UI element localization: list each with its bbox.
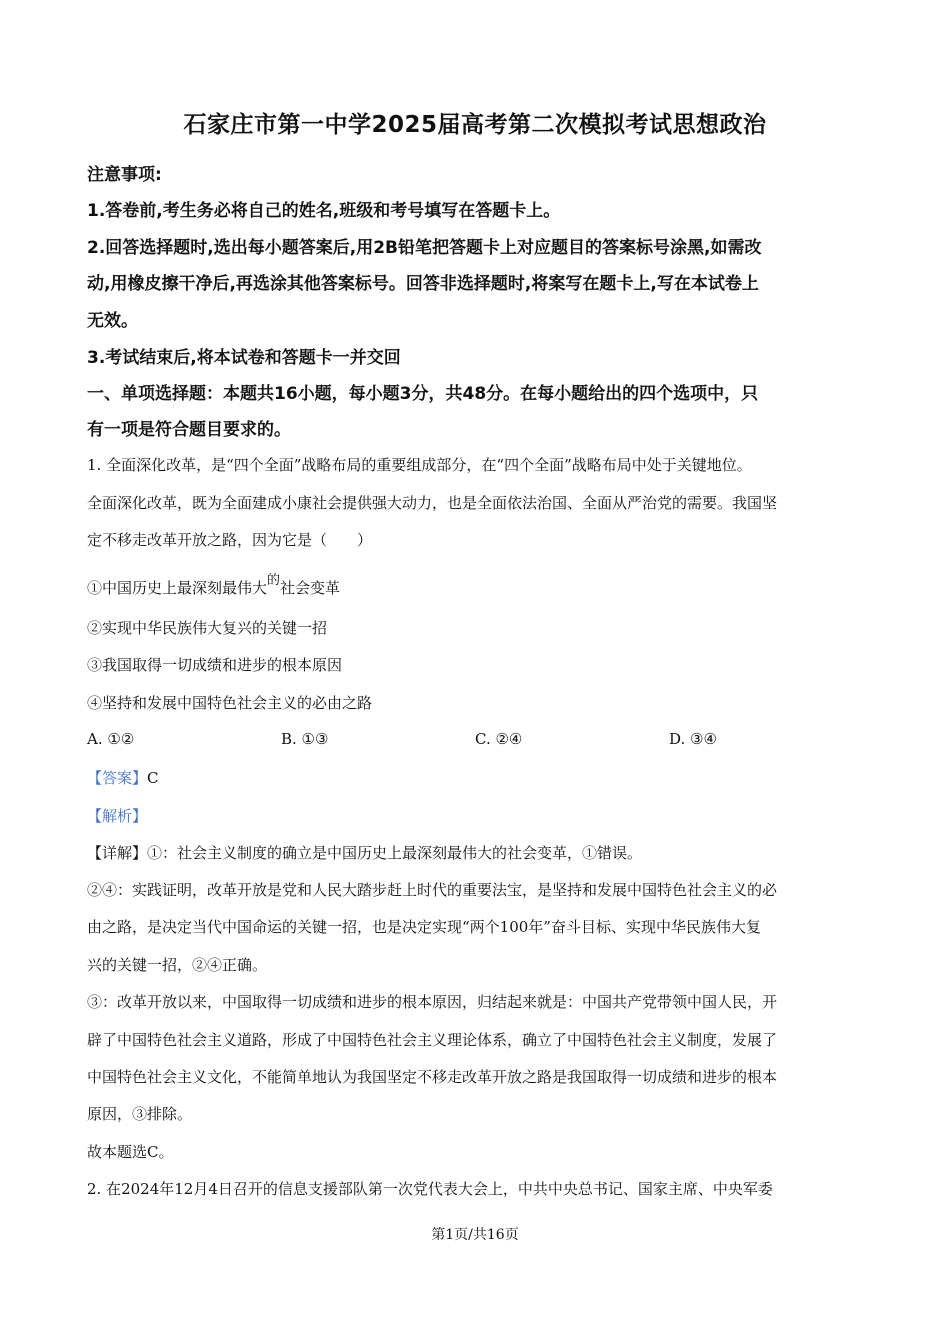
item-text: ①中国历史上最深刻最伟大 [87,579,268,597]
question-1-stem: 定不移走改革开放之路，因为它是（ ） [87,531,373,549]
section-heading: 有一项是符合题目要求的。 [87,420,291,440]
detail-line [87,842,642,863]
detail-line: ②④：实践证明，改革开放是党和人民大踏步赶上时代的重要法宝，是坚持和发展中国特色社会主义的必 [87,881,778,899]
question-1-item [87,573,341,598]
item-superscript: 的 [267,573,281,588]
detail-line: 中国特色社会主义文化，不能简单地认为我国坚定不移走改革开放之路是我国取得一切成绩和进步的根本 [87,1068,778,1086]
option-d: D. ③④ [669,730,717,748]
analysis-tag: 【解析】 [87,807,148,825]
detail-line: ③：改革开放以来，中国取得一切成绩和进步的根本原因，归结起来就是：中国共产党带领中国人民，开 [87,993,778,1011]
notice-heading: 注意事项: [87,165,162,185]
page-title: 石家庄市第一中学2025届高考第二次模拟考试思想政治 [183,112,767,138]
answer-line [87,767,159,788]
page-footer: 第1页/共16页 [431,1227,519,1243]
detail-line: 兴的关键一招，②④正确。 [87,956,268,974]
answer-value: C [147,769,159,787]
question-1-stem: 全面深化改革，既为全面建成小康社会提供强大动力，也是全面依法治国、全面从严治党的需要。我国坚 [87,494,778,512]
question-1-item: ②实现中华民族伟大复兴的关键一招 [87,619,328,637]
item-text: 社会变革 [280,579,341,597]
question-1-stem: 1. 全面深化改革，是“四个全面”战略布局的重要组成部分，在“四个全面”战略布局中处于关键地位。 [87,456,752,474]
detail-tag: 【详解】 [87,844,148,862]
question-2-stem: 2. 在2024年12月4日召开的信息支援部队第一次党代表大会上，中共中央总书记、国家主席、中央军委 [87,1180,773,1198]
detail-line: 辟了中国特色社会主义道路，形成了中国特色社会主义理论体系，确立了中国特色社会主义制度，发展了 [87,1031,778,1049]
notice-line: 2.回答选择题时,选出每小题答案后,用2B铅笔把答题卡上对应题目的答案标号涂黑,如需改 [87,238,762,258]
notice-line: 1.答卷前,考生务必将自己的姓名,班级和考号填写在答题卡上。 [87,201,561,221]
option-a: A. ①② [87,730,135,748]
detail-line: 故本题选C。 [87,1143,174,1161]
question-1-item: ④坚持和发展中国特色社会主义的必由之路 [87,694,373,712]
answer-tag: 【答案】 [87,769,148,787]
option-b: B. ①③ [281,730,329,748]
question-1-item: ③我国取得一切成绩和进步的根本原因 [87,656,343,674]
detail-line: 原因，③排除。 [87,1105,193,1123]
section-heading: 一、单项选择题：本题共16小题，每小题3分，共48分。在每小题给出的四个选项中，只 [87,384,759,404]
notice-line: 动,用橡皮擦干净后,再选涂其他答案标号。回答非选择题时,将案写在题卡上,写在本试卷上 [87,274,759,294]
notice-line: 3.考试结束后,将本试卷和答题卡一并交回 [87,348,401,368]
detail-line: 由之路，是决定当代中国命运的关键一招，也是决定实现“两个100年”奋斗目标、实现中华民族伟大复 [87,918,761,936]
option-c: C. ②④ [475,730,523,748]
notice-line: 无效。 [87,311,138,331]
detail-text: ①：社会主义制度的确立是中国历史上最深刻最伟大的社会变革，①错误。 [147,844,643,862]
